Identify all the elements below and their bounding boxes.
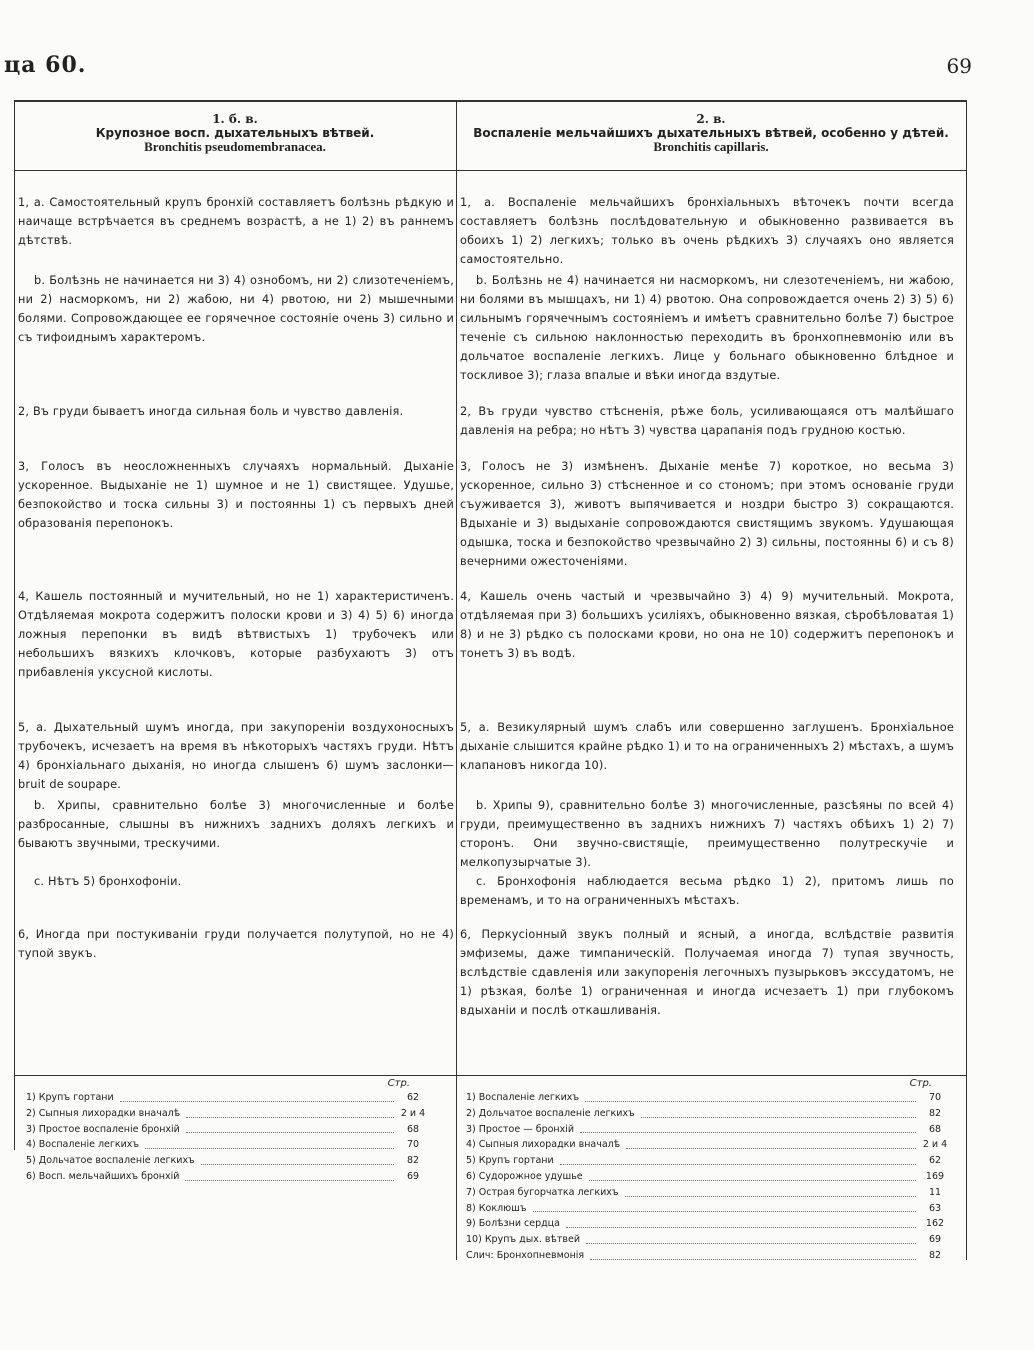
footnote-page: 11: [928, 1186, 942, 1198]
col1-para-2: 2, Въ груди бываетъ иногда сильная боль и чувство давленія.: [18, 405, 404, 418]
col2-footer-page-head: Стр.: [909, 1078, 932, 1089]
column-2-header: [462, 112, 960, 154]
footnote-page: 82: [406, 1155, 420, 1167]
footnote-label: 5) Крупъ гортани: [466, 1155, 554, 1167]
footnote-label: 2) Сыпныя лихорадки вначалѣ: [26, 1107, 181, 1119]
col1-para-5b: b. Хрипы, сравнительно болѣе 3) многочисленные и болѣе разбросанные, слышны въ нижнихъ заднихъ доляхъ легкихъ и бываютъ звучными, трескучими.: [18, 799, 454, 850]
column-divider: [456, 100, 457, 1260]
footnote-page: 62: [928, 1155, 942, 1167]
col1-para-1b: b. Болѣзнь не начинается ни 3) 4) ознобомъ, ни 2) слизотеченіемъ, ни 2) насморкомъ, ни 2) жабою, ни 4) рвотою, ни 2) мышечными болями. Сопровождающее ее горячечное состояніе очень 3) сильно и съ тифоиднымъ характеромъ.: [18, 274, 454, 344]
col2-para-3: 3, Голосъ не 3) измѣненъ. Дыханіе менѣе 7) короткое, но весьма 3) ускоренное, сильно 3) стѣсненное и со стономъ; при этомъ основаніе груди съуживается 3), животъ выпячивается и ноздри быстро 3) сокращаются. Вдыханіе и 3) выдыханіе сопровождаются свистящимъ звукомъ. Удушающая одышка, тоска и безпокойство чрезвычайно 2) 3) сильны, постоянны 6) и съ 8) вечерними ожесточеніями.: [460, 460, 954, 568]
col2-para-5c: c. Бронхофонія наблюдается весьма рѣдко 1) 2), притомъ лишь по временамъ, и то на ограниченныхъ мѣстахъ.: [460, 875, 954, 907]
footnote-row: [466, 1216, 948, 1232]
footnote-row: [26, 1106, 426, 1122]
leader-dots: [589, 1169, 916, 1181]
column-2-title: Воспаленіе мельчайшихъ дыхательныхъ вѣтвей, особенно у дѣтей.: [473, 126, 949, 140]
col1-para-6: 6, Иногда при постукиваніи груди получается полутупой, но не 4) тупой звукъ.: [18, 928, 454, 960]
leader-dots: [586, 1232, 916, 1244]
footnote-label: 1) Крупъ гортани: [26, 1092, 114, 1103]
footnote-page: 68: [928, 1123, 942, 1135]
col2-para-4: 4, Кашель очень частый и чрезвычайно 3) 4) 9) мучительный. Мокрота, отдѣляемая при 3) большихъ усиліяхъ, обыкновенно вязкая, сѣробѣловатая 1) 8) и не 3) рѣдко съ полосками крови, но она не 10) содержитъ перепонокъ и тонетъ 3) въ водѣ.: [460, 590, 954, 660]
column-1-title: Крупозное восп. дыхательныхъ вѣтвей.: [95, 126, 375, 140]
col2-para-5a: 5, а. Везикулярный шумъ слабъ или совершенно заглушенъ. Бронхіальное дыханіе слышится крайне рѣдко 1) и то на ограниченныхъ 2) мѣстахъ, а шумъ клапановъ никогда 10).: [460, 721, 954, 772]
footer-rule: [14, 1075, 967, 1076]
leader-dots: [186, 1122, 394, 1134]
column-2-number: 2. в.: [696, 112, 726, 126]
footnote-row: [26, 1153, 426, 1169]
footnote-page: 82: [928, 1249, 942, 1261]
column-1-header: [20, 112, 450, 154]
leader-dots: [626, 1137, 916, 1149]
footnote-page: 62: [406, 1092, 420, 1103]
footnote-label: 2) Дольчатое воспаленіе легкихъ: [466, 1107, 635, 1119]
footnote-label: 3) Простое — бронхій: [466, 1123, 575, 1135]
footnote-row: [26, 1090, 426, 1106]
right-margin-rule: [966, 100, 967, 1260]
leader-dots: [641, 1106, 916, 1118]
leader-dots: [560, 1153, 916, 1165]
footnote-row: [466, 1122, 948, 1138]
footnote-page: 69: [928, 1234, 942, 1246]
col1-footnotes: [26, 1078, 426, 1185]
page-header-left: ца 60.: [4, 52, 87, 78]
col1-footer-page-head: Стр.: [387, 1078, 410, 1089]
footnote-row: [466, 1185, 948, 1201]
footnote-row: [466, 1201, 948, 1217]
col1-para-1a: 1, а. Самостоятельный крупъ бронхій составляетъ болѣзнь рѣдкую и наичаще встрѣчается въ среднемъ возрастѣ, а не 1) 2) въ раннемъ дѣтствѣ.: [18, 196, 454, 247]
footnote-page: 63: [928, 1202, 942, 1214]
column-2-latin-title: Bronchitis capillaris.: [653, 139, 769, 154]
footnote-row: [466, 1248, 948, 1264]
column-1-number: 1. б. в.: [212, 112, 258, 126]
leader-dots: [533, 1201, 916, 1213]
footnote-label: Слич: Бронхопневмонія: [466, 1249, 585, 1261]
footnote-row: [466, 1137, 948, 1153]
footnote-label: 6) Судорожное удушье: [466, 1170, 583, 1182]
col2-para-5b: b. Хрипы 9), сравнительно болѣе 3) многочисленные, разсѣяны по всей 4) груди, преимущественно въ заднихъ нижнихъ 7) частяхъ обѣихъ 1) 2) 7) сторонъ. Они звучно-свистящіе, преимущественно полутрескучіе и мелкопузырчатые 3).: [460, 799, 954, 869]
footnote-label: 8) Коклюшъ: [466, 1202, 527, 1214]
footnote-page: 68: [406, 1123, 420, 1135]
leader-dots: [566, 1216, 916, 1228]
col2-footnotes: [466, 1078, 948, 1264]
footnote-page: 2 и 4: [400, 1107, 426, 1119]
left-margin-rule: [14, 100, 15, 1150]
col2-para-6: 6, Перкусіонный звукъ полный и ясный, а иногда, вслѣдствіе развитія эмфиземы, даже тимпаническій. Получаемая иногда 7) тупая звучность, вслѣдствіе сдавленія или закупоренія легочныхъ пузырьковъ экссудатомъ, не 1) рѣзкая, болѣе 1) ограниченная и иногда исчезаетъ 1) при глубокомъ вдыханіи и послѣ откашливанія.: [460, 928, 954, 1017]
table-top-rule: [14, 100, 967, 102]
leader-dots: [185, 1169, 394, 1181]
footnote-row: [466, 1232, 948, 1248]
col1-para-3: 3, Голосъ въ неосложненныхъ случаяхъ нормальный. Дыханіе ускоренное. Выдыханіе не 1) шумное и не 1) свистящее. Удушье, безпокойство и тоска сильны 3) и постоянны 1) съ первыхъ дней образованія перепонокъ.: [18, 460, 454, 530]
footnote-row: [26, 1169, 426, 1185]
footnote-label: 9) Болѣзни сердца: [466, 1218, 560, 1230]
footnote-label: 1) Воспаленіе легкихъ: [466, 1092, 580, 1103]
footnote-label: 3) Простое воспаленіе бронхій: [26, 1123, 180, 1135]
col1-para-5c: c. Нѣтъ 5) бронхофоніи.: [34, 875, 182, 888]
footnote-row: [26, 1122, 426, 1138]
leader-dots: [186, 1106, 394, 1118]
leader-dots: [625, 1185, 916, 1197]
footnote-label: 5) Дольчатое воспаленіе легкихъ: [26, 1155, 195, 1167]
footnote-label: 4) Воспаленіе легкихъ: [26, 1139, 140, 1151]
footnote-label: 4) Сыпныя лихорадки вначалѣ: [466, 1139, 621, 1151]
table-head-rule: [14, 170, 967, 171]
footnote-page: 70: [928, 1092, 942, 1103]
footnote-page: 70: [406, 1139, 420, 1151]
col2-para-1b: b. Болѣзнь не 4) начинается ни насморкомъ, ни слезотеченіемъ, ни жабою, ни болями въ мышцахъ, ни 1) 4) рвотою. Она сопровождается очень 2) 3) 5) 6) сильнымъ горячечнымъ состояніемъ и имѣетъ сравнительно болѣе 7) быстрое теченіе съ сильною наклонностью переходить въ бронхопневмонію или въ дольчатое воспаленіе легкихъ. Лице у больнаго обыкновенно блѣдное и тоскливое 3); глаза впалые и вѣки иногда вздутые.: [460, 274, 954, 382]
col2-para-2: 2, Въ груди чувство стѣсненія, рѣже боль, усиливающаяся отъ малѣйшаго давленія на ребра; но нѣтъ 3) чувства царапанія подъ грудною костью.: [460, 405, 954, 437]
leader-dots: [580, 1122, 916, 1134]
footnote-row: [26, 1137, 426, 1153]
footnote-label: 6) Восп. мельчайшихъ бронхій: [26, 1170, 180, 1182]
col2-para-1a: 1, а. Воспаленіе мельчайшихъ бронхіальныхъ вѣточекъ почти всегда составляетъ болѣзнь послѣдовательную и обыкновенно развивается въ обоихъ 1) 2) легкихъ; только въ очень рѣдкихъ 3) случаяхъ оно является самостоятельно.: [460, 196, 954, 266]
footnote-row: [466, 1169, 948, 1185]
footnote-label: 7) Острая бугорчатка легкихъ: [466, 1186, 619, 1198]
leader-dots: [145, 1137, 394, 1149]
page-number: 69: [946, 54, 972, 78]
footnote-page: 82: [928, 1107, 942, 1119]
column-1-latin-title: Bronchitis pseudomembranacea.: [144, 139, 326, 154]
leader-dots: [590, 1248, 916, 1260]
footnote-page: 169: [925, 1170, 945, 1182]
footnote-page: 2 и 4: [922, 1139, 948, 1151]
footnote-label: 10) Крупъ дых. вѣтвей: [466, 1234, 581, 1246]
footnote-row: [466, 1090, 948, 1106]
col1-para-4: 4, Кашель постоянный и мучительный, но не 1) характеристиченъ. Отдѣляемая мокрота содержитъ полоски крови и 3) 4) 5) 6) иногда ложныя перепонки въ видѣ вѣтвистыхъ 1) трубочекъ или небольшихъ вязкихъ клочковъ, которые разбухаютъ 3) отъ прибавленія уксусной кислоты.: [18, 590, 454, 679]
footnote-row: [466, 1153, 948, 1169]
footnote-page: 69: [406, 1170, 420, 1182]
leader-dots: [585, 1090, 916, 1102]
footnote-row: [466, 1106, 948, 1122]
leader-dots: [120, 1090, 394, 1102]
col1-para-5a: 5, а. Дыхательный шумъ иногда, при закупореніи воздухоносныхъ трубочекъ, исчезаетъ на время въ нѣкоторыхъ частяхъ груди. Нѣтъ 4) бронхіальнаго дыханія, но иногда слышенъ 6) шумъ заслонки—bruit de soupape.: [18, 721, 454, 791]
leader-dots: [201, 1153, 394, 1165]
footnote-page: 162: [925, 1218, 945, 1230]
